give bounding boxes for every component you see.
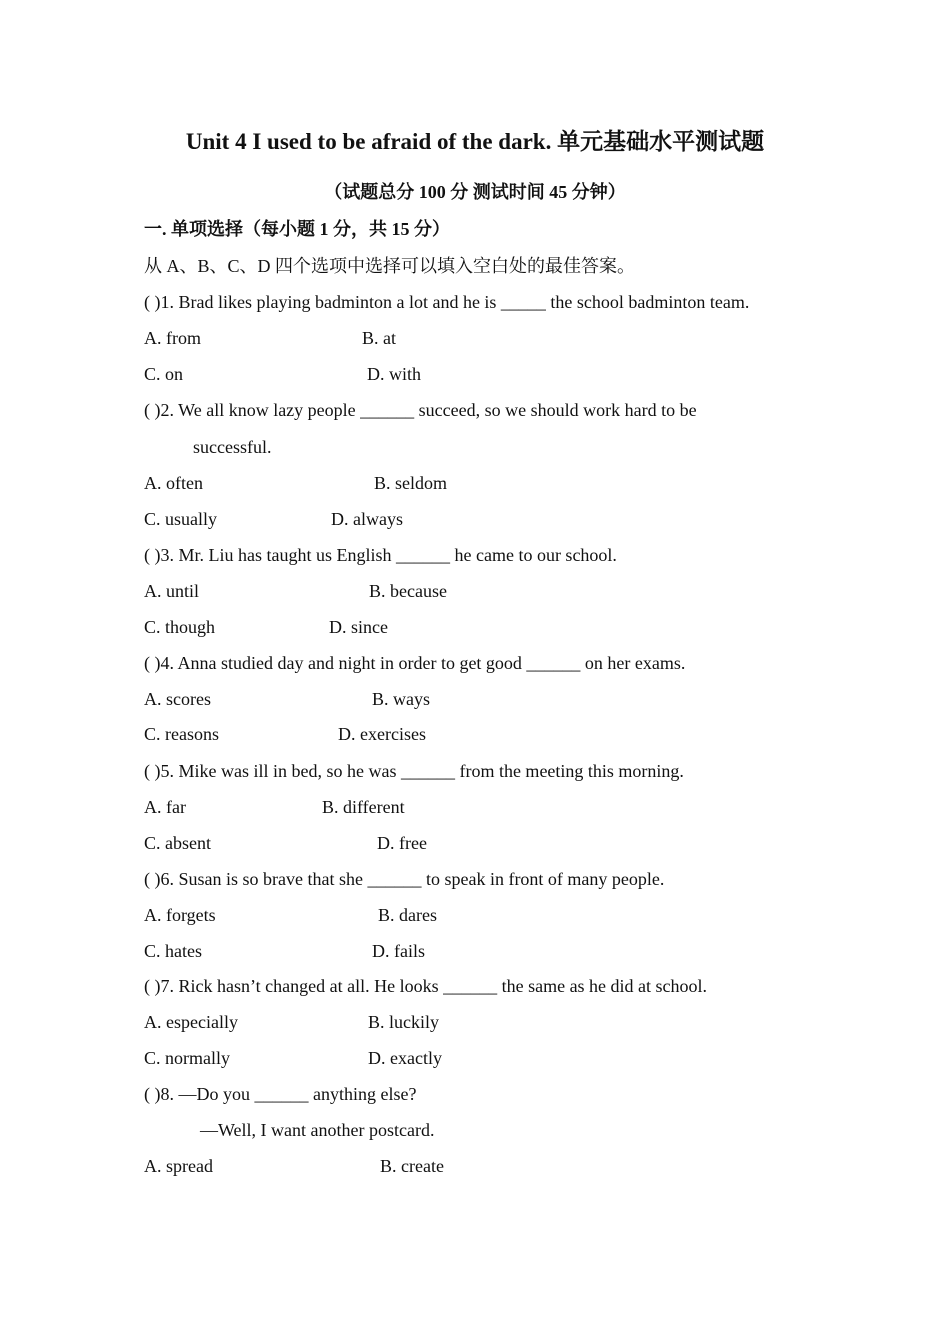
section-heading: 一. 单项选择（每小题 1 分，共 15 分）: [144, 219, 450, 239]
question-8-option-b: B. create: [380, 1156, 444, 1176]
question-5-option-c: C. absent: [144, 833, 211, 853]
question-4-option-a: A. scores: [144, 689, 211, 709]
question-6-option-c: C. hates: [144, 941, 202, 961]
question-1-option-a: A. from: [144, 328, 201, 348]
question-1-option-d: D. with: [367, 364, 421, 384]
question-2-option-d: D. always: [331, 509, 403, 529]
question-3-stem: ( )3. Mr. Liu has taught us English ______ he came to our school.: [144, 545, 617, 565]
question-6-option-d: D. fails: [372, 941, 425, 961]
question-5-option-b: B. different: [322, 797, 405, 817]
question-5-stem: ( )5. Mike was ill in bed, so he was ______ from the meeting this morning.: [144, 761, 684, 781]
question-3-option-a: A. until: [144, 581, 200, 601]
question-7-option-b: B. luckily: [368, 1012, 439, 1032]
question-7-option-c: C. normally: [144, 1048, 230, 1068]
question-7-option-d: D. exactly: [368, 1048, 442, 1068]
question-2-stem-continued: successful.: [193, 437, 272, 457]
question-8-stem-continued: —Well, I want another postcard.: [200, 1120, 435, 1140]
question-2-option-c: C. usually: [144, 509, 218, 529]
question-1-stem: ( )1. Brad likes playing badminton a lot and he is _____ the school badminton team.: [144, 292, 750, 312]
question-6-option-a: A. forgets: [144, 905, 216, 925]
question-1-option-c: C. on: [144, 364, 184, 384]
question-8-option-a: A. spread: [144, 1156, 213, 1176]
question-8-stem: ( )8. —Do you ______ anything else?: [144, 1084, 417, 1104]
question-3-option-c: C. though: [144, 617, 216, 637]
page-subtitle: （试题总分 100 分 测试时间 45 分钟）: [324, 182, 626, 202]
question-2-option-b: B. seldom: [374, 473, 448, 493]
question-3-option-d: D. since: [329, 617, 388, 637]
page-title: Unit 4 I used to be afraid of the dark. 单元基础水平测试题: [185, 129, 765, 154]
section-instruction: 从 A、B、C、D 四个选项中选择可以填入空白处的最佳答案。: [144, 256, 636, 276]
question-5-option-d: D. free: [377, 833, 427, 853]
question-4-option-b: B. ways: [372, 689, 430, 709]
question-7-stem: ( )7. Rick hasn’t changed at all. He looks ______ the same as he did at school.: [144, 976, 708, 996]
question-4-option-c: C. reasons: [144, 724, 219, 744]
question-7-option-a: A. especially: [144, 1012, 238, 1032]
question-3-option-b: B. because: [369, 581, 447, 601]
question-5-option-a: A. far: [144, 797, 186, 817]
question-6-stem: ( )6. Susan is so brave that she ______ to speak in front of many people.: [144, 869, 665, 889]
question-1-option-b: B. at: [362, 328, 396, 348]
question-2-option-a: A. often: [144, 473, 203, 493]
question-6-option-b: B. dares: [378, 905, 437, 925]
question-2-stem: ( )2. We all know lazy people ______ succeed, so we should work hard to be: [144, 400, 697, 420]
question-4-option-d: D. exercises: [338, 724, 426, 744]
question-4-stem: ( )4. Anna studied day and night in order to get good ______ on her exams.: [144, 653, 686, 673]
